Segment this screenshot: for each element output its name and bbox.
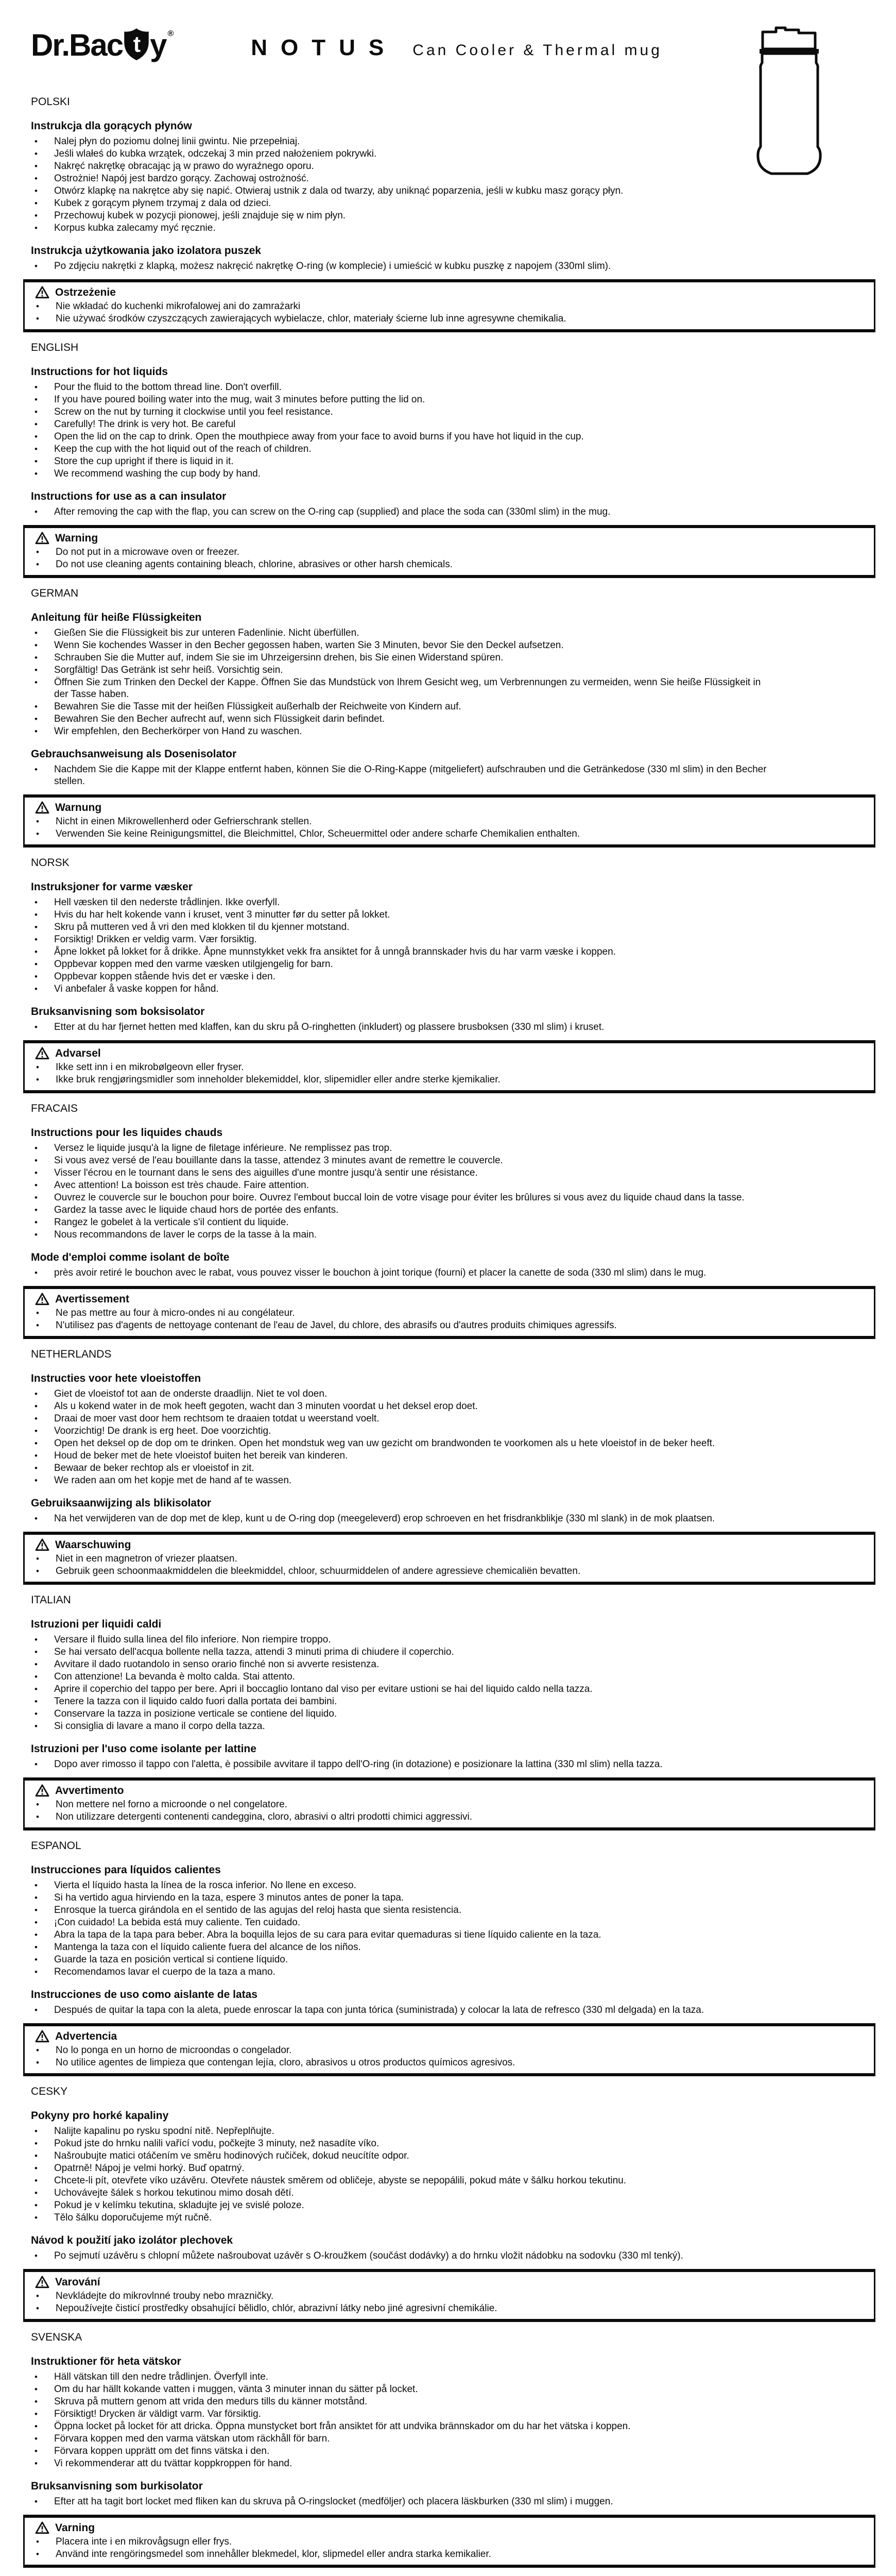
brand-text-suffix: y: [150, 28, 166, 62]
bullet-item: • Korpus kubka zalecamy myć ręcznie.: [31, 222, 770, 234]
warning-triangle-icon: [35, 1784, 49, 1797]
can-insulator-block: [31, 1988, 873, 2016]
bullet-item: • Pour the fluid to the bottom thread line. Don't overfill.: [31, 381, 770, 393]
hot-liquids-title: Instructions pour les liquides chauds: [31, 1127, 223, 1139]
shield-badge-icon: [123, 28, 150, 61]
bullet-item: • Nicht in einen Mikrowellenherd oder Gefrierschrank stellen.: [32, 816, 864, 827]
language-section: [31, 578, 873, 848]
bullet-item: • Si vous avez versé de l'eau bouillante dans la tasse, attendez 3 minutes avant de remettre le couvercle.: [31, 1155, 770, 1166]
bullet-item: • Oppbevar koppen stående hvis det er væske i den.: [31, 971, 770, 982]
warning-title: Avertissement: [55, 1293, 129, 1305]
hot-liquids-block: [31, 365, 873, 480]
bullet-item: • Visser l'écrou en le tournant dans le sens des aiguilles d'une montre jusqu'à sentir une résistance.: [31, 1167, 770, 1179]
bullet-item: • After removing the cap with the flap, you can screw on the O-ring cap (supplied) and place the soda can (330ml slim) in the mug.: [31, 506, 770, 518]
bullet-item: • We raden aan om het kopje met de hand af te wassen.: [31, 1475, 770, 1486]
warning-title: Varování: [55, 2276, 100, 2288]
bullet-item: • Po sejmutí uzávěru s chlopní můžete našroubovat uzávěr s O-kroužkem (součást dodávky) a do hrnku vložit nádobku na sodovku (330 ml tenký).: [31, 2250, 770, 2262]
bullet-item: • Tenere la tazza con il liquido caldo fuori dalla portata dei bambini.: [31, 1696, 770, 1707]
bullet-item: • Skru på mutteren ved å vri den med klokken til du kjenner motstand.: [31, 921, 770, 933]
bullet-item: • Conservare la tazza in posizione verticale se contiene del liquido.: [31, 1708, 770, 1720]
warning-box: [23, 525, 875, 578]
can-insulator-title: Bruksanvisning som burkisolator: [31, 2480, 203, 2492]
bullet-item: • Enrosque la tuerca girándola en el sentido de las agujas del reloj hasta que sienta resistencia.: [31, 1904, 770, 1916]
bullet-item: • Si consiglia di lavare a mano il corpo della tazza.: [31, 1720, 770, 1732]
bullet-item: • Nie wkładać do kuchenki mikrofalowej ani do zamrażarki: [32, 300, 864, 312]
brand-logo: [31, 30, 174, 61]
can-insulator-block: [31, 1005, 873, 1033]
language-section: [31, 1585, 873, 1831]
bullet-item: • Bewaar de beker rechtop als er vloeistof in zit.: [31, 1462, 770, 1474]
hot-liquids-title: Instrucciones para líquidos calientes: [31, 1864, 221, 1876]
hot-liquids-title: Instrukcja dla gorących płynów: [31, 120, 192, 132]
bullet-item: • Przechowuj kubek w pozycji pionowej, jeśli znajduje się w nim płyn.: [31, 210, 770, 222]
hot-liquids-block: [31, 1863, 873, 1978]
can-insulator-block: [31, 748, 873, 787]
bullet-item: • Hvis du har helt kokende vann i kruset, vent 3 minutter før du setter på lokket.: [31, 909, 770, 921]
bullet-item: • Nakręć nakrętkę obracając ją w prawo do wyraźnego oporu.: [31, 160, 770, 172]
bullet-item: • Als u kokend water in de mok heeft gegoten, wacht dan 3 minuten voordat u het deksel erop doet.: [31, 1400, 770, 1412]
bullet-item: • Na het verwijderen van de dop met de klep, kunt u de O-ring dop (meegeleverd) erop schroeven en het frisdrankblikje (330 ml slank) in de mok plaatsen.: [31, 1513, 770, 1524]
bullet-item: • Do not use cleaning agents containing bleach, chlorine, abrasives or other harsh chemicals.: [32, 558, 864, 570]
bullet-item: • Vi rekommenderar att du tvättar koppkroppen för hand.: [31, 2458, 770, 2469]
warning-box: [23, 1286, 875, 1339]
warning-list: [32, 1553, 864, 1577]
warning-triangle-icon: [35, 532, 49, 545]
hot-liquids-list: [31, 1142, 873, 1241]
language-section: [31, 1831, 873, 2076]
bullet-item: • Vierta el líquido hasta la línea de la rosca inferior. No llene en exceso.: [31, 1879, 770, 1891]
bullet-item: • Placera inte i en mikrovågsugn eller frys.: [32, 2536, 864, 2548]
bullet-item: • Häll vätskan till den nedre trådlinjen. Överfyll inte.: [31, 2371, 770, 2383]
hot-liquids-list: [31, 2125, 873, 2224]
bullet-item: • Screw on the nut by turning it clockwise until you feel resistance.: [31, 406, 770, 418]
can-insulator-list: [31, 2250, 873, 2262]
warning-box: [23, 1777, 875, 1831]
bullet-item: • Do not put in a microwave oven or freezer.: [32, 546, 864, 558]
bullet-item: • Åpne lokket på lokket for å drikke. Åpne munnstykket vekk fra ansiktet for å unngå brannskader hvis du har varm væske i koppen.: [31, 946, 770, 958]
bullet-item: • Nachdem Sie die Kappe mit der Klappe entfernt haben, können Sie die O-Ring-Kappe (mitgeliefert) aufschrauben und die Getränkedose (330 ml slim) in den Becher stellen.: [31, 764, 770, 787]
hot-liquids-list: [31, 381, 873, 480]
bullet-item: • Nevkládejte do mikrovlnné trouby nebo mrazničky.: [32, 2290, 864, 2302]
language-sections: [31, 87, 873, 2568]
warning-title: Avvertimento: [55, 1785, 124, 1797]
bullet-item: • Använd inte rengöringsmedel som innehåller blekmedel, klor, slipmedel eller andra starka kemikalier.: [32, 2548, 864, 2560]
warning-list: [32, 2290, 864, 2314]
warning-title: Warning: [55, 532, 98, 544]
language-label: ESPANOL: [31, 1840, 81, 1852]
bullet-item: • Öppna locket på locket för att dricka. Öppna munstycket bort från ansiktet för att undvika brännskador om du har het vätska i koppen.: [31, 2420, 770, 2432]
can-insulator-block: [31, 1251, 873, 1279]
bullet-item: • We recommend washing the cup body by hand.: [31, 468, 770, 480]
bullet-item: • Rangez le gobelet à la verticale s'il contient du liquide.: [31, 1216, 770, 1228]
bullet-item: • Keep the cup with the hot liquid out of the reach of children.: [31, 443, 770, 455]
bullet-item: • Nie używać środków czyszczących zawierających wybielacze, chlor, materiały ścierne lub inne agresywne chemikalia.: [32, 313, 864, 325]
bullet-item: • Oppbevar koppen med den varme væsken utilgjengelig for barn.: [31, 958, 770, 970]
language-section: [31, 1093, 873, 1339]
can-insulator-block: [31, 490, 873, 518]
bullet-item: • Hell væsken til den nederste trådlinjen. Ikke overfyll.: [31, 896, 770, 908]
warning-list: [32, 1307, 864, 1331]
bullet-item: • N'utilisez pas d'agents de nettoyage contenant de l'eau de Javel, du chlore, des abrasifs ou d'autres produits chimiques agressifs.: [32, 1319, 864, 1331]
warning-box: [23, 279, 875, 332]
hot-liquids-block: [31, 1618, 873, 1732]
bullet-item: • Pokud jste do hrnku nalili vařící vodu, počkejte 3 minuty, než nasadíte víko.: [31, 2138, 770, 2149]
registered-trademark-icon: ®: [167, 29, 174, 38]
can-insulator-list: [31, 1513, 873, 1524]
warning-list: [32, 816, 864, 840]
warning-box: [23, 1040, 875, 1093]
warning-list: [32, 2044, 864, 2069]
bullet-item: • Dopo aver rimosso il tappo con l'aletta, è possibile avvitare il tappo dell'O-ring (in dotazione) e posizionare la lattina (330 ml slim) nella tazza.: [31, 1758, 770, 1770]
hot-liquids-list: [31, 1388, 873, 1486]
language-label: SVENSKA: [31, 2331, 82, 2343]
bullet-item: • Uchovávejte šálek s horkou tekutinou mimo dosah dětí.: [31, 2187, 770, 2199]
hot-liquids-block: [31, 2109, 873, 2224]
can-insulator-list: [31, 506, 873, 518]
bullet-item: • Nepoužívejte čisticí prostředky obsahující bělidlo, chlór, abrazivní látky nebo jiné agresivní chemikálie.: [32, 2302, 864, 2314]
bullet-item: • Förvara koppen med den varma vätskan utom räckhåll för barn.: [31, 2433, 770, 2445]
bullet-item: • Vi anbefaler å vaske koppen for hånd.: [31, 983, 770, 995]
language-label: ITALIAN: [31, 1594, 71, 1606]
bullet-item: • Ikke sett inn i en mikrobølgeovn eller fryser.: [32, 1061, 864, 1073]
bullet-item: • Bewahren Sie den Becher aufrecht auf, wenn sich Flüssigkeit darin befindet.: [31, 713, 770, 725]
language-section: [31, 848, 873, 1093]
warning-triangle-icon: [35, 1047, 49, 1060]
warning-triangle-icon: [35, 2521, 49, 2534]
bullet-item: • Open the lid on the cap to drink. Open the mouthpiece away from your face to avoid burns if you have hot liquid in the cup.: [31, 431, 770, 443]
can-insulator-title: Návod k použití jako izolátor plechovek: [31, 2234, 233, 2246]
bullet-item: • Gießen Sie die Flüssigkeit bis zur unteren Fadenlinie. Nicht überfüllen.: [31, 627, 770, 639]
bullet-item: • Chcete-li pít, otevřete víko uzávěru. Otevřete náustek směrem od obličeje, abyste se nepopálili, pokud máte v šálku horkou tekutinu.: [31, 2175, 770, 2187]
bullet-item: • Giet de vloeistof tot aan de onderste draadlijn. Niet te vol doen.: [31, 1388, 770, 1400]
bullet-item: • Houd de beker met de hete vloeistof buiten het bereik van kinderen.: [31, 1450, 770, 1462]
warning-box: [23, 2269, 875, 2322]
language-section: [31, 87, 873, 332]
hot-liquids-list: [31, 135, 873, 234]
can-insulator-list: [31, 2004, 873, 2016]
bullet-item: • Ostrożnie! Napój jest bardzo gorący. Zachowaj ostrożność.: [31, 173, 770, 184]
can-insulator-block: [31, 1742, 873, 1770]
can-insulator-title: Bruksanvisning som boksisolator: [31, 1006, 205, 1018]
can-insulator-title: Istruzioni per l'uso come isolante per lattine: [31, 1743, 256, 1755]
bullet-item: • Guarde la taza en posición vertical si contiene líquido.: [31, 1954, 770, 1965]
warning-title: Ostrzeżenie: [55, 286, 116, 298]
language-label: GERMAN: [31, 587, 79, 599]
bullet-item: • Versare il fluido sulla linea del filo inferiore. Non riempire troppo.: [31, 1634, 770, 1646]
bullet-item: • Después de quitar la tapa con la aleta, puede enroscar la tapa con junta tórica (suministrada) y colocar la lata de refresco (330 ml delgada) en la taza.: [31, 2004, 770, 2016]
warning-title: Waarschuwing: [55, 1539, 131, 1551]
hot-liquids-block: [31, 880, 873, 995]
can-insulator-block: [31, 244, 873, 272]
warning-triangle-icon: [35, 1538, 49, 1551]
warning-list: [32, 300, 864, 325]
bullet-item: • Voorzichtig! De drank is erg heet. Doe voorzichtig.: [31, 1425, 770, 1437]
warning-list: [32, 546, 864, 570]
can-insulator-block: [31, 2234, 873, 2262]
hot-liquids-title: Instruksjoner for varme væsker: [31, 881, 193, 893]
bullet-item: • Forsiktig! Drikken er veldig varm. Vær forsiktig.: [31, 934, 770, 945]
bullet-item: • Carefully! The drink is very hot. Be careful: [31, 418, 770, 430]
bullet-item: • Gebruik geen schoonmaakmiddelen die bleekmiddel, chloor, schuurmiddelen of andere agressieve chemicaliën bevatten.: [32, 1565, 864, 1577]
can-insulator-block: [31, 1497, 873, 1524]
hot-liquids-title: Anleitung für heiße Flüssigkeiten: [31, 612, 202, 623]
bullet-item: • Opatrně! Nápoj je velmi horký. Buď opatrný.: [31, 2162, 770, 2174]
hot-liquids-block: [31, 120, 873, 234]
warning-box: [23, 794, 875, 848]
hot-liquids-title: Instructies voor hete vloeistoffen: [31, 1372, 201, 1384]
warning-list: [32, 2536, 864, 2560]
bullet-item: • Si ha vertido agua hirviendo en la taza, espere 3 minutos antes de poner la tapa.: [31, 1892, 770, 1904]
bullet-item: • Förvara koppen upprätt om det finns vätska i den.: [31, 2445, 770, 2457]
language-label: CESKY: [31, 2086, 68, 2097]
hot-liquids-block: [31, 1372, 873, 1486]
warning-list: [32, 1799, 864, 1823]
svg-text:t: t: [133, 32, 140, 57]
can-insulator-title: Gebruiksaanwijzing als blikisolator: [31, 1497, 212, 1509]
product-name: NOTUS: [251, 35, 398, 60]
warning-triangle-icon: [35, 286, 49, 299]
bullet-item: • Po zdjęciu nakrętki z klapką, możesz nakręcić nakrętkę O-ring (w komplecie) i umieścić w kubku puszkę z napojem (330ml slim).: [31, 260, 770, 272]
bullet-item: • Draai de moer vast door hem rechtsom te draaien totdat u weerstand voelt.: [31, 1413, 770, 1425]
bullet-item: • Tělo šálku doporučujeme mýt ručně.: [31, 2212, 770, 2224]
bullet-item: • Recomendamos lavar el cuerpo de la taza a mano.: [31, 1966, 770, 1978]
can-insulator-title: Gebrauchsanweisung als Dosenisolator: [31, 748, 237, 760]
warning-triangle-icon: [35, 2030, 49, 2043]
can-insulator-title: Instrucciones de uso como aislante de latas: [31, 1989, 257, 2001]
bullet-item: • Aprire il coperchio del tappo per bere. Apri il boccaglio lontano dal viso per evitare ustioni se hai del liquido caldo nella tazza.: [31, 1683, 770, 1695]
bullet-item: • Ne pas mettre au four à micro-ondes ni au congélateur.: [32, 1307, 864, 1319]
warning-triangle-icon: [35, 801, 49, 814]
bullet-item: • Se hai versato dell'acqua bollente nella tazza, attendi 3 minuti prima di chiudere il coperchio.: [31, 1646, 770, 1658]
bullet-item: • No lo ponga en un horno de microondas o congelador.: [32, 2044, 864, 2056]
warning-triangle-icon: [35, 2276, 49, 2289]
language-label: NORSK: [31, 857, 70, 869]
language-label: ENGLISH: [31, 342, 79, 353]
warning-box: [23, 1532, 875, 1585]
bullet-item: • If you have poured boiling water into the mug, wait 3 minutes before putting the lid on.: [31, 394, 770, 405]
hot-liquids-title: Instructions for hot liquids: [31, 366, 168, 378]
can-insulator-list: [31, 1267, 873, 1279]
hot-liquids-block: [31, 611, 873, 737]
language-section: [31, 2322, 873, 2568]
hot-liquids-block: [31, 2355, 873, 2469]
language-label: POLSKI: [31, 96, 70, 108]
language-label: NETHERLANDS: [31, 1348, 112, 1360]
can-insulator-title: Instructions for use as a can insulator: [31, 490, 227, 502]
bullet-item: • Abra la tapa de la tapa para beber. Abra la boquilla lejos de su cara para evitar quemaduras si tiene líquido caliente en la taza.: [31, 1929, 770, 1941]
hot-liquids-list: [31, 2371, 873, 2469]
can-insulator-list: [31, 764, 873, 787]
bullet-item: • Nalijte kapalinu po rysku spodní nitě. Nepřeplňujte.: [31, 2125, 770, 2137]
can-insulator-title: Mode d'emploi comme isolant de boîte: [31, 1251, 230, 1263]
bullet-item: • Öffnen Sie zum Trinken den Deckel der Kappe. Öffnen Sie das Mundstück von Ihrem Gesicht weg, um Verbrennungen zu vermeiden, wenn Sie heiße Flüssigkeit in der Tasse haben.: [31, 676, 770, 700]
page-header: [31, 0, 873, 87]
bullet-item: • Store the cup upright if there is liquid in it.: [31, 455, 770, 467]
warning-box: [23, 2515, 875, 2568]
hot-liquids-title: Istruzioni per liquidi caldi: [31, 1618, 162, 1630]
bullet-item: • Našroubujte matici otáčením ve směru hodinových ručiček, dokud neucítíte odpor.: [31, 2150, 770, 2162]
bullet-item: • Wenn Sie kochendes Wasser in den Becher gegossen haben, warten Sie 3 Minuten, bevor Sie den Deckel aufsetzen.: [31, 639, 770, 651]
hot-liquids-list: [31, 1634, 873, 1732]
bullet-item: • Avec attention! La boisson est très chaude. Faire attention.: [31, 1179, 770, 1191]
warning-title: Advertencia: [55, 2030, 117, 2042]
bullet-item: • Kubek z gorącym płynem trzymaj z dala od dzieci.: [31, 197, 770, 209]
warning-box: [23, 2023, 875, 2076]
warning-triangle-icon: [35, 1293, 49, 1306]
bullet-item: • Open het deksel op de dop om te drinken. Open het mondstuk weg van uw gezicht om brandwonden te voorkomen als u hete vloeistof in de beker heeft.: [31, 1437, 770, 1449]
bullet-item: • Con attenzione! La bevanda è molto calda. Stai attento.: [31, 1671, 770, 1683]
bullet-item: • Gardez la tasse avec le liquide chaud hors de portée des enfants.: [31, 1204, 770, 1216]
bullet-item: • Bewahren Sie die Tasse mit der heißen Flüssigkeit außerhalb der Reichweite von Kindern auf.: [31, 701, 770, 713]
bullet-item: • Ikke bruk rengjøringsmidler som inneholder blekemiddel, klor, slipemidler eller andre sterke kjemikalier.: [32, 1074, 864, 1086]
bullet-item: • Wir empfehlen, den Becherkörper von Hand zu waschen.: [31, 725, 770, 737]
bullet-item: • Jeśli wlałeś do kubka wrzątek, odczekaj 3 min przed nałożeniem pokrywki.: [31, 148, 770, 160]
bullet-item: • Försiktigt! Drycken är väldigt varm. Var försiktig.: [31, 2408, 770, 2420]
warning-title: Warnung: [55, 802, 102, 814]
can-insulator-block: [31, 2480, 873, 2507]
bullet-item: • Schrauben Sie die Mutter auf, indem Sie sie im Uhrzeigersinn drehen, bis Sie einen Widerstand spüren.: [31, 652, 770, 664]
bullet-item: • Avvitare il dado ruotandolo in senso orario finché non si avverte resistenza.: [31, 1658, 770, 1670]
bullet-item: • Sorgfältig! Das Getränk ist sehr heiß. Vorsichtig sein.: [31, 664, 770, 676]
hot-liquids-list: [31, 1879, 873, 1978]
language-label: FRACAIS: [31, 1103, 78, 1114]
can-insulator-list: [31, 2496, 873, 2507]
warning-list: [32, 1061, 864, 1086]
can-insulator-list: [31, 1758, 873, 1770]
bullet-item: • Niet in een magnetron of vriezer plaatsen.: [32, 1553, 864, 1565]
hot-liquids-list: [31, 627, 873, 737]
bullet-item: • Om du har hällt kokande vatten i muggen, vänta 3 minuter innan du sätter på locket.: [31, 2383, 770, 2395]
bullet-item: • Non utilizzare detergenti contenenti candeggina, cloro, abrasivi o altri prodotti chimici aggressivi.: [32, 1811, 864, 1823]
language-section: [31, 1339, 873, 1585]
bullet-item: • Nalej płyn do poziomu dolnej linii gwintu. Nie przepełniaj.: [31, 135, 770, 147]
hot-liquids-title: Instruktioner för heta vätskor: [31, 2355, 181, 2367]
bullet-item: • Pokud je v kelímku tekutina, skladujte jej ve svislé poloze.: [31, 2199, 770, 2211]
warning-title: Varning: [55, 2522, 95, 2534]
bullet-item: • ¡Con cuidado! La bebida está muy caliente. Ten cuidado.: [31, 1917, 770, 1928]
product-subtitle: Can Cooler & Thermal mug: [412, 42, 662, 59]
bullet-item: • Ouvrez le couvercle sur le bouchon pour boire. Ouvrez l'embout buccal loin de votre visage pour éviter les brûlures si vous avez du liquide chaud dans la tasse.: [31, 1192, 770, 1204]
bullet-item: • No utilice agentes de limpieza que contengan lejía, cloro, abrasivos u otros productos químicos agresivos.: [32, 2057, 864, 2069]
bullet-item: • Mantenga la taza con el líquido caliente fuera del alcance de los niños.: [31, 1941, 770, 1953]
bullet-item: • Versez le liquide jusqu'à la ligne de filetage inférieure. Ne remplissez pas trop.: [31, 1142, 770, 1154]
bullet-item: • Non mettere nel forno a microonde o nel congelatore.: [32, 1799, 864, 1810]
language-section: [31, 332, 873, 578]
can-insulator-list: [31, 260, 873, 272]
bullet-item: • près avoir retiré le bouchon avec le rabat, vous pouvez visser le bouchon à joint torique (fourni) et placer la canette de soda (330 ml slim) dans le mug.: [31, 1267, 770, 1279]
warning-title: Advarsel: [55, 1047, 101, 1059]
bullet-item: • Etter at du har fjernet hetten med klaffen, kan du skru på O-ringhetten (inkludert) og plassere brusboksen (330 ml slim) i kruset.: [31, 1021, 770, 1033]
bullet-item: • Otwórz klapkę na nakrętce aby się napić. Otwieraj ustnik z dala od twarzy, aby uniknąć poparzenia, jeśli w kubku masz gorący płyn.: [31, 185, 770, 197]
hot-liquids-block: [31, 1126, 873, 1241]
brand-text-prefix: Dr.Bac: [31, 28, 123, 62]
bullet-item: • Verwenden Sie keine Reinigungsmittel, die Bleichmittel, Chlor, Scheuermittel oder andere scharfe Chemikalien enthalten.: [32, 828, 864, 840]
bullet-item: • Skruva på muttern genom att vrida den medurs tills du känner motstånd.: [31, 2396, 770, 2408]
can-insulator-list: [31, 1021, 873, 1033]
language-section: [31, 2076, 873, 2322]
can-insulator-title: Instrukcja użytkowania jako izolatora puszek: [31, 245, 261, 257]
hot-liquids-title: Pokyny pro horké kapaliny: [31, 2110, 169, 2122]
hot-liquids-list: [31, 896, 873, 995]
bullet-item: • Nous recommandons de laver le corps de la tasse à la main.: [31, 1229, 770, 1241]
bullet-item: • Efter att ha tagit bort locket med fliken kan du skruva på O-ringslocket (medföljer) och placera läskburken (330 ml slim) i muggen.: [31, 2496, 770, 2507]
